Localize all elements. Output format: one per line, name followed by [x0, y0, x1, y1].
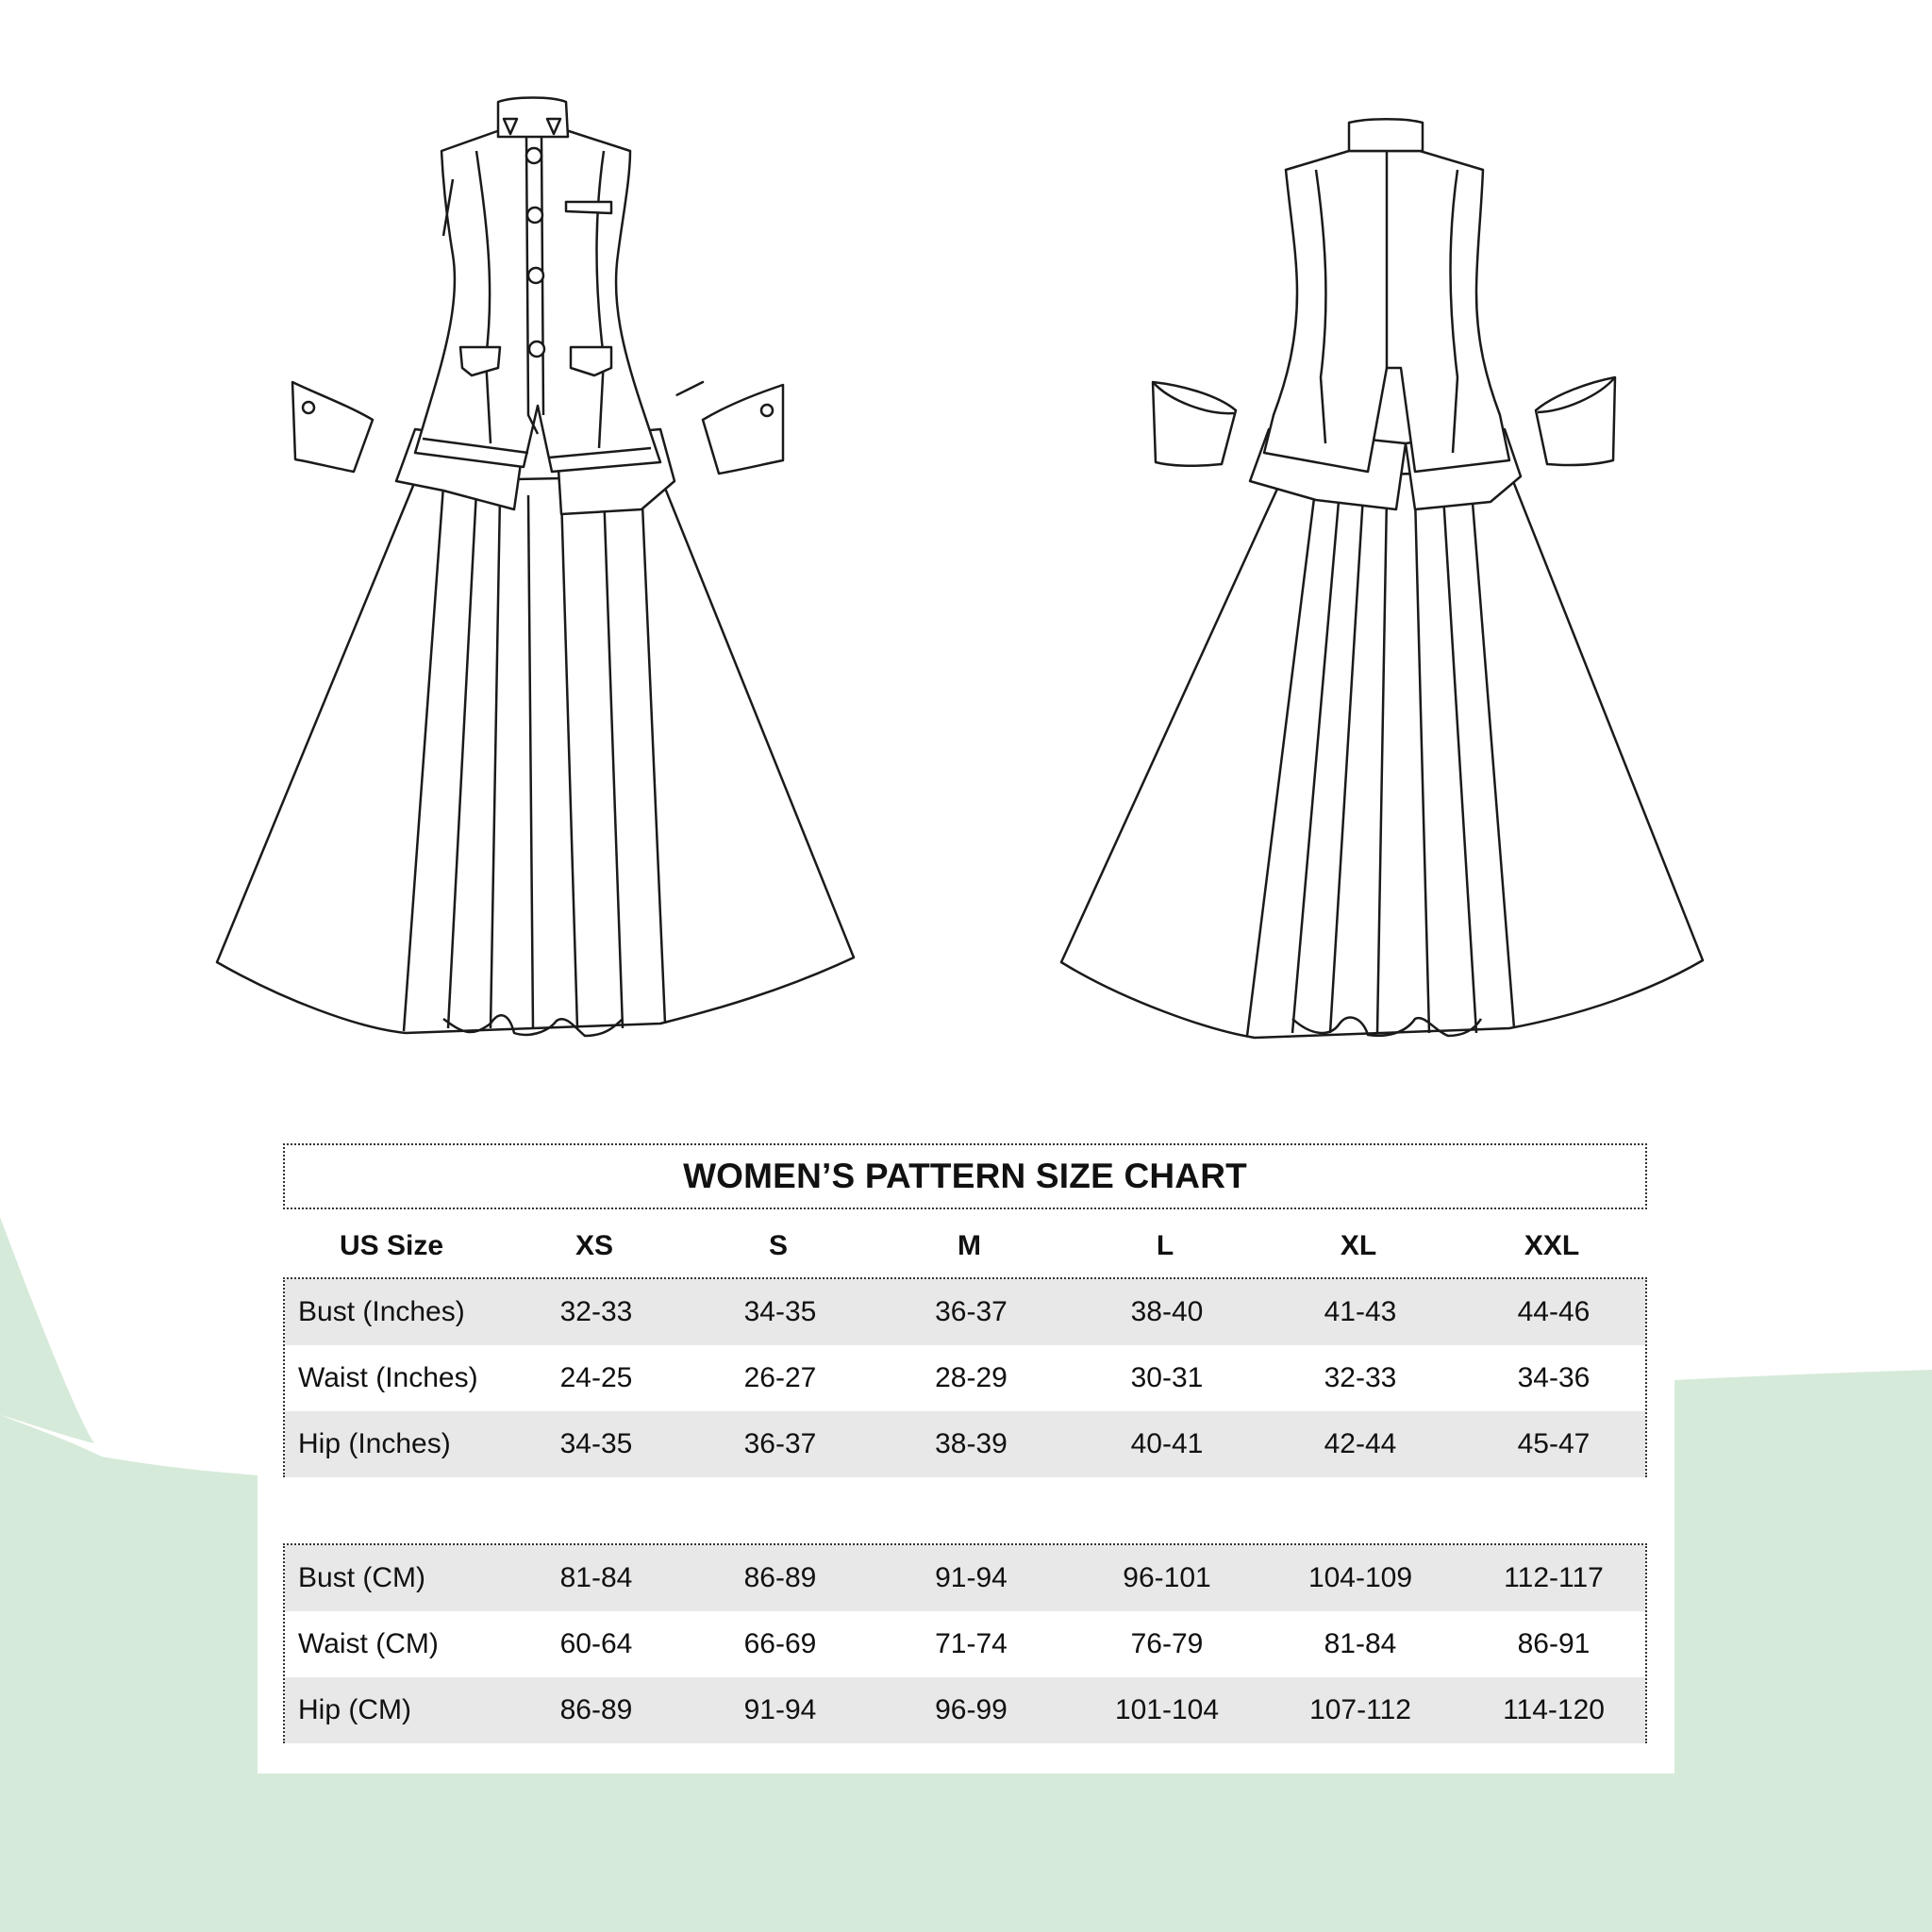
cell-l: 40-41	[1130, 1428, 1204, 1459]
cell-s: 66-69	[743, 1628, 817, 1659]
cell-s: 26-27	[743, 1362, 817, 1393]
front-button-4	[529, 341, 544, 357]
cell-xs: 60-64	[559, 1628, 633, 1659]
row-label: Waist (Inches)	[298, 1362, 478, 1393]
cell-s: 86-89	[743, 1562, 817, 1593]
cell-xxl: 34-36	[1517, 1362, 1591, 1393]
front-button-2	[527, 208, 542, 223]
header-l: L	[1156, 1230, 1174, 1261]
header-xs: XS	[575, 1230, 614, 1261]
back-collar	[1349, 119, 1423, 151]
header-us-size: US Size	[339, 1230, 444, 1261]
cell-l: 96-101	[1123, 1562, 1211, 1593]
front-cuff-left-button	[303, 402, 314, 413]
cell-xxl: 86-91	[1517, 1628, 1591, 1659]
cell-l: 101-104	[1114, 1694, 1220, 1725]
table-row-bust-cm	[285, 1545, 1645, 1611]
header-xl: XL	[1340, 1230, 1377, 1261]
garment-back-view-illustration	[1061, 119, 1703, 1038]
cell-xxl: 114-120	[1503, 1694, 1605, 1725]
cell-m: 36-37	[935, 1296, 1008, 1327]
cell-m: 28-29	[935, 1362, 1008, 1393]
cell-xl: 42-44	[1324, 1428, 1397, 1459]
cell-xl: 32-33	[1324, 1362, 1397, 1393]
cell-m: 71-74	[935, 1628, 1008, 1659]
cell-xs: 86-89	[559, 1694, 633, 1725]
cell-m: 91-94	[935, 1562, 1008, 1593]
row-label: Waist (CM)	[298, 1628, 439, 1659]
cell-xs: 81-84	[559, 1562, 633, 1593]
table-row-hip-cm	[285, 1677, 1645, 1743]
table-row-bust-inches	[285, 1279, 1645, 1345]
front-cuff-right-shape	[703, 385, 783, 474]
size-chart-header-row	[283, 1217, 1647, 1275]
cell-m: 96-99	[935, 1694, 1008, 1725]
cell-xs: 32-33	[559, 1296, 633, 1327]
table-row-waist-cm	[285, 1611, 1645, 1677]
table-row-waist-inches	[285, 1345, 1645, 1411]
header-xxl: XXL	[1524, 1230, 1580, 1261]
cell-xs: 24-25	[559, 1362, 633, 1393]
front-skirt-outline	[217, 476, 854, 1033]
row-label: Bust (CM)	[298, 1562, 425, 1593]
row-label: Hip (Inches)	[298, 1428, 451, 1459]
header-s: S	[768, 1230, 788, 1261]
size-chart-title: WOMEN’S PATTERN SIZE CHART	[283, 1143, 1647, 1209]
header-m: M	[958, 1230, 981, 1261]
cell-xxl: 44-46	[1517, 1296, 1591, 1327]
cell-xl: 107-112	[1309, 1694, 1411, 1725]
cell-xl: 104-109	[1307, 1562, 1413, 1593]
garment-front-view-illustration	[217, 98, 854, 1037]
cell-l: 38-40	[1130, 1296, 1204, 1327]
green-wave-left-swoosh	[0, 1217, 94, 1443]
cm-table	[283, 1543, 1647, 1743]
cell-xxl: 45-47	[1517, 1428, 1591, 1459]
cell-xl: 41-43	[1324, 1296, 1397, 1327]
front-chest-pocket	[566, 202, 611, 213]
cell-xs: 34-35	[559, 1428, 633, 1459]
row-label: Hip (CM)	[298, 1694, 411, 1725]
front-cuff-right-button	[761, 405, 773, 416]
row-label: Bust (Inches)	[298, 1296, 465, 1327]
back-cuff-left	[1153, 382, 1236, 466]
cell-m: 38-39	[935, 1428, 1008, 1459]
cell-s: 91-94	[743, 1694, 817, 1725]
table-row-hip-inches	[285, 1411, 1645, 1477]
cell-xxl: 112-117	[1504, 1562, 1604, 1593]
back-cuff-right	[1536, 377, 1615, 465]
cell-xl: 81-84	[1324, 1628, 1397, 1659]
cell-s: 36-37	[743, 1428, 817, 1459]
cell-l: 76-79	[1130, 1628, 1204, 1659]
front-button-3	[528, 268, 543, 283]
cell-s: 34-35	[743, 1296, 817, 1327]
front-cuff-left	[292, 382, 373, 472]
inches-table	[283, 1277, 1647, 1477]
front-button-1	[526, 148, 541, 163]
front-cuff-right	[677, 382, 703, 395]
cell-l: 30-31	[1130, 1362, 1204, 1393]
